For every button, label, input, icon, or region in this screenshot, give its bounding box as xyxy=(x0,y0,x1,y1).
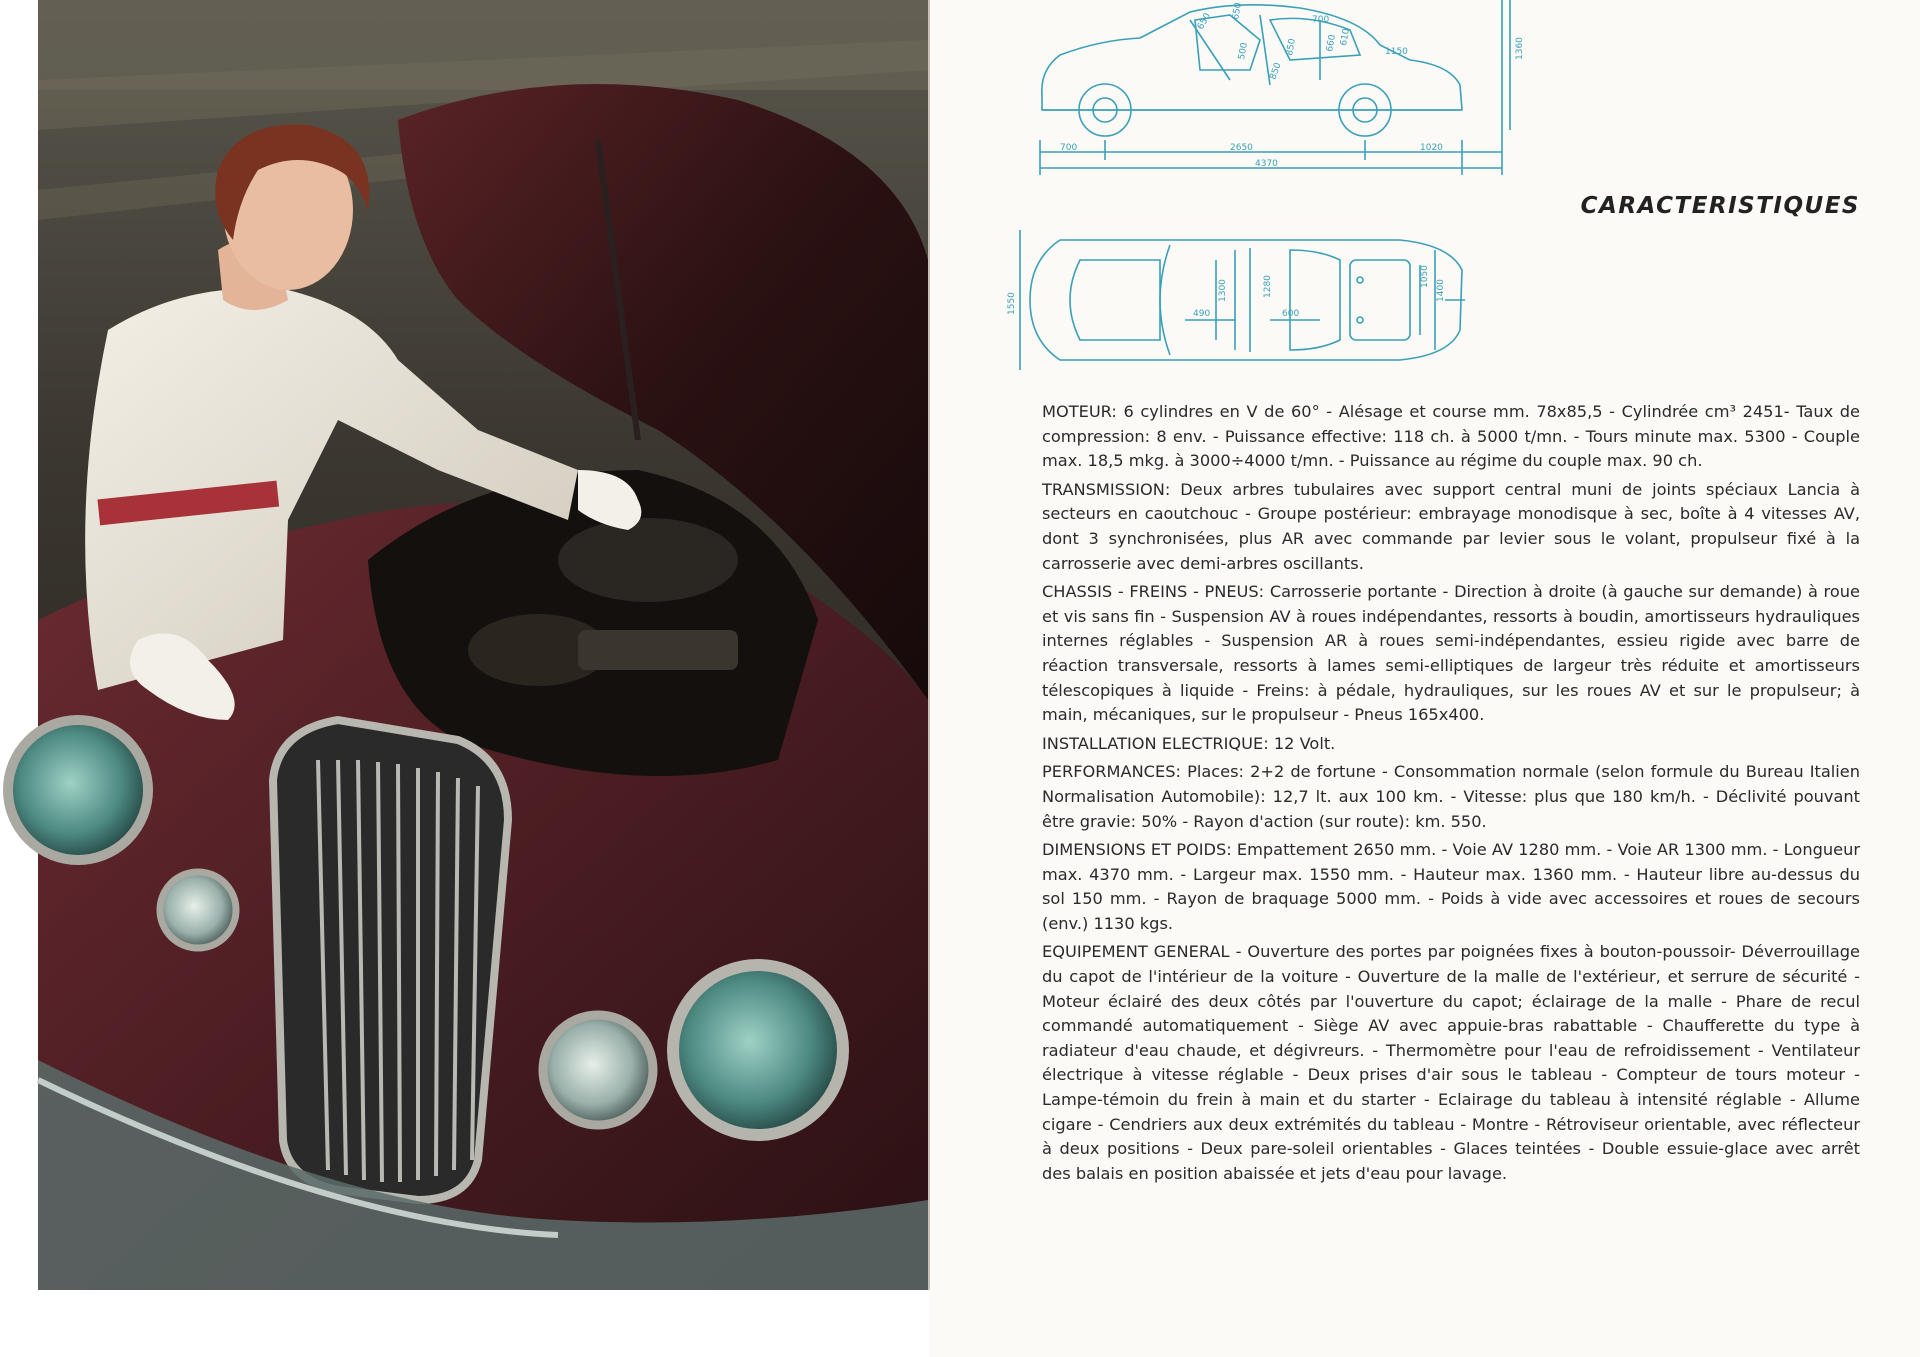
dim-label: 610 xyxy=(1339,27,1352,47)
spec-performances xyxy=(1042,760,1860,834)
spec-text: 6 cylindres en V de 60° - Alésage et course mm. 78x85,5 - Cylindrée cm³ 2451- Taux de compression: 8 env. - Puissance effective: 118 ch. à 5000 t/mn. - Tours minute max. 5300 - Couple max. 18,5 mkg. à 3000÷4000 t/mn. - Puissance au régime du couple max. 90 ch. xyxy=(1042,402,1860,471)
spec-text: Carrosserie portante - Direction à droite (à gauche sur demande) à roue et vis sans fin - Suspension AV à roues indépendantes, ressorts à boudin, amortisseurs hydrauliques internes réglables - Suspension AR à roues semi-indépendantes, essieu rigide avec barre de réaction transversale, ressorts à lames semi-elliptiques de largeur très réduite et amortisseurs télescopiques à liquide - Freins: à pédale, hydrauliques, sur les roues AV et sur le propulseur; à main, mécaniques, sur le propulseur - Pneus 165x400. xyxy=(1042,582,1860,725)
specifications xyxy=(1042,400,1860,1190)
top-view-outline xyxy=(1020,230,1465,370)
dim-label: 700 xyxy=(1060,143,1078,153)
dim-label: 500 xyxy=(1237,41,1250,61)
car-photo xyxy=(38,0,928,1290)
spec-label: INSTALLATION ELECTRIQUE: xyxy=(1042,733,1269,753)
spec-dimensions xyxy=(1042,838,1860,936)
dim-label: 700 xyxy=(1312,15,1330,25)
spec-transmission xyxy=(1042,478,1860,576)
spec-label: EQUIPEMENT GENERAL xyxy=(1042,942,1230,962)
spec-label: PERFORMANCES: xyxy=(1042,762,1181,782)
dim-label: 4370 xyxy=(1255,159,1278,169)
spec-chassis xyxy=(1042,580,1860,728)
dim-label: 1150 xyxy=(1385,47,1408,57)
spec-moteur xyxy=(1042,400,1860,474)
spec-label: CHASSIS - FREINS - PNEUS: xyxy=(1042,582,1265,602)
spec-text: Empattement 2650 mm. - Voie AV 1280 mm. - Voie AR 1300 mm. - Longueur max. 4370 mm. - Largeur max. 1550 mm. - Hauteur max. 1360 mm. - Hauteur libre au-dessus du sol 150 mm. - Rayon de braquage 5000 mm. - Poids à vide avec accessoires et roues de secours (env.) 1130 kgs. xyxy=(1042,840,1860,933)
top-view-diagram xyxy=(1007,220,1580,380)
dim-label: 1050 xyxy=(1420,265,1430,288)
spec-equipement xyxy=(1042,940,1860,1186)
dim-label: 1360 xyxy=(1515,37,1525,60)
side-view-diagram xyxy=(1030,0,1590,180)
car-photo-illustration xyxy=(38,0,928,1290)
dim-label: 660 xyxy=(1325,33,1338,53)
spec-text: - Ouverture des portes par poignées fixes à bouton-poussoir- Déverrouillage du capot de l'intérieur de la voiture - Ouverture de la malle de l'extérieur, et serrure de sécurité - Moteur éclairé des deux côtés par l'ouverture du capot; éclairage de la malle - Phare de recul commandé automatiquement - Siège AV avec appuie-bras rabattable - Chaufferette du type à radiateur d'eau chaude, et dégivreurs. - Thermomètre pour l'eau de refroidissement - Ventilateur électrique à vitesse réglable - Deux prises d'air sous le tableau - Compteur de tours moteur - Lampe-témoin du frein à main et du starter - Eclairage du tableau à intensité réglable - Allume cigare - Cendriers aux deux extrémités du tableau - Montre - Rétroviseur orientable, avec réflecteur à deux positions - Deux pare-soleil orientables - Glaces teintées - Double essuie-glace avec arrêt des balais en position abaissée et jets d'eau pour lavage. xyxy=(1042,942,1860,1183)
dim-label: 650 xyxy=(1231,1,1244,21)
dim-label: 650 xyxy=(1195,11,1214,32)
spec-text: Deux arbres tubulaires avec support central muni de joints spéciaux Lancia à secteurs en caoutchouc - Groupe postérieur: embrayage monodisque à sec, boîte à 4 vitesses AV, dont 3 synchronisées, plus AR avec commande par levier sous le volant, propulseur fixé à la carrosserie avec demi-arbres oscillants. xyxy=(1042,479,1860,573)
spec-text: 12 Volt. xyxy=(1273,733,1336,753)
spec-panel xyxy=(930,0,1920,1357)
spec-label: DIMENSIONS ET POIDS: xyxy=(1042,840,1232,860)
dim-label: 1280 xyxy=(1263,275,1273,298)
spec-label: MOTEUR: xyxy=(1042,402,1117,421)
spec-text: Places: 2+2 de fortune - Consommation normale (selon formule du Bureau Italien Normalisation Automobile): 12,7 lt. aux 100 km. - Vitesse: plus que 180 km/h. - Déclivité pouvant être gravie: 50% - Rayon d'action (sur route): km. 550. xyxy=(1042,762,1860,831)
dim-label: 1400 xyxy=(1436,279,1446,302)
dim-label: 1020 xyxy=(1420,143,1443,153)
dim-label: 1550 xyxy=(1007,292,1017,315)
dim-label: 850 xyxy=(1285,37,1298,57)
page-title: CARACTERISTIQUES xyxy=(1580,193,1860,219)
dim-label: 490 xyxy=(1193,309,1211,319)
spec-label: TRANSMISSION: xyxy=(1042,479,1171,499)
dim-label: 600 xyxy=(1282,309,1300,319)
dim-label: 1300 xyxy=(1218,279,1228,302)
spec-electrique xyxy=(1042,732,1860,757)
dim-label: 2650 xyxy=(1230,143,1253,153)
dim-label: 850 xyxy=(1268,61,1284,82)
